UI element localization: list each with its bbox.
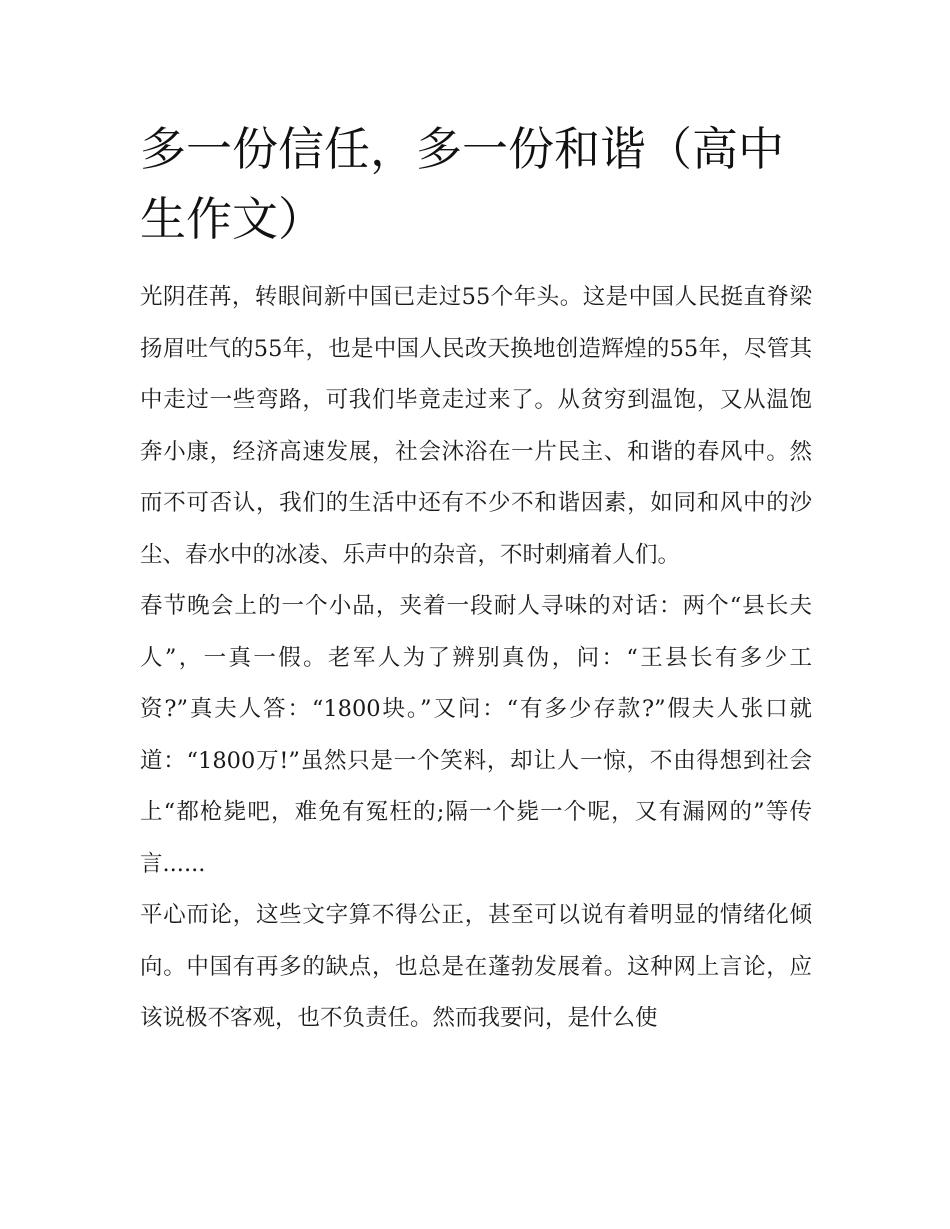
paragraph-2: 春节晚会上的一个小品，夹着一段耐人寻味的对话：两个“县长夫人”，一真一假。老军人为了辨别真伪，问：“王县长有多少工资?”真夫人答：“1800块。”又问：“有多少存款?”假夫人张口就道：“1800万!”虽然只是一个笑料，却让人一惊，不由得想到社会上“都枪毙吧，难免有冤枉的;隔一个毙一个呢，又有漏网的”等传言...... (140, 593, 812, 877)
paragraph-3: 平心而论，这些文字算不得公正，甚至可以说有着明显的情绪化倾向。中国有再多的缺点，也总是在蓬勃发展着。这种网上言论，应该说极不客观，也不负责任。然而我要问，是什么使 (140, 902, 812, 1031)
paragraph-1: 光阴荏苒，转眼间新中国已走过55个年头。这是中国人民挺直脊梁扬眉吐气的55年，也是中国人民改天换地创造辉煌的55年，尽管其中走过一些弯路，可我们毕竟走过来了。从贫穷到温饱，又从温饱奔小康，经济高速发展，社会沐浴在一片民主、和谐的春风中。然而不可否认，我们的生活中还有不少不和谐因素，如同和风中的沙尘、春水中的冰凌、乐声中的杂音，不时刺痛着人们。 (140, 284, 812, 568)
document-body (140, 272, 812, 1045)
document-page (140, 114, 812, 1045)
document-title: 多一份信任，多一份和谐（高中生作文） (140, 122, 784, 246)
